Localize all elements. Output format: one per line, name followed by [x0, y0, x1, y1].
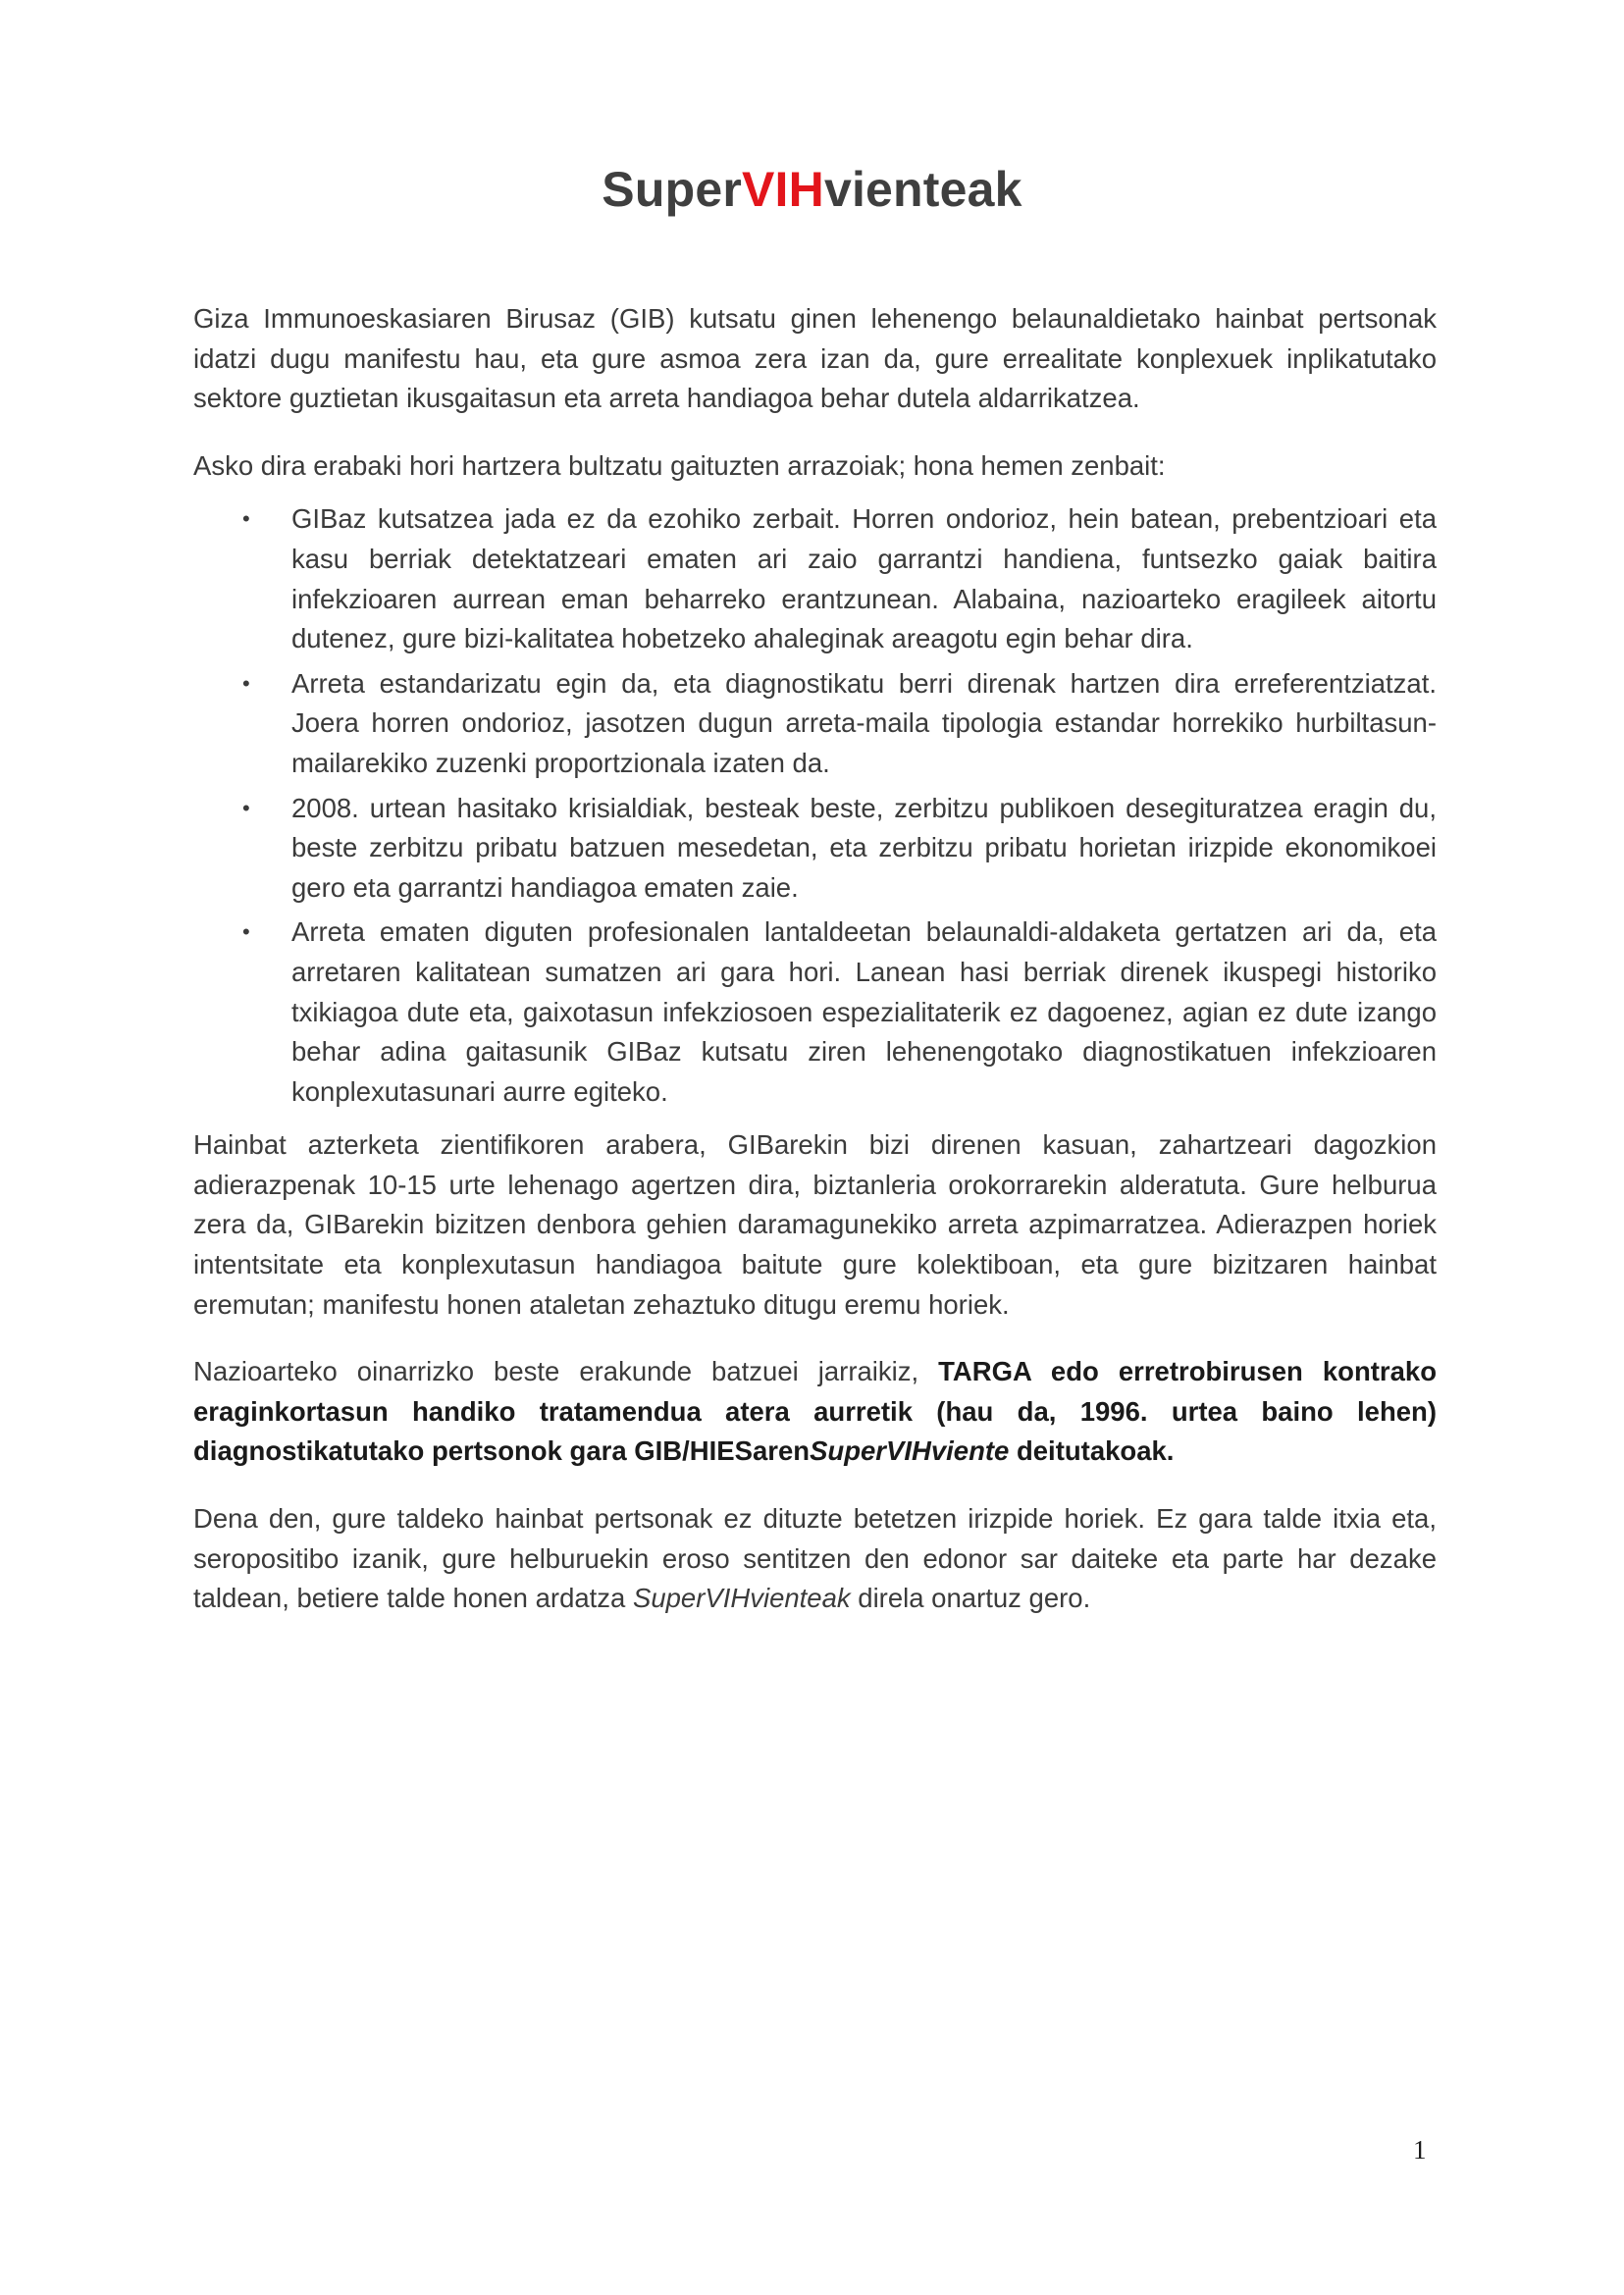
closing-text-after: direla onartuz gero. — [850, 1583, 1091, 1614]
definition-bold-end-text: deitutakoak. — [1009, 1435, 1175, 1467]
definition-bold-italic-text: SuperVIHviente — [810, 1435, 1010, 1467]
list-item-text: Arreta ematen diguten profesionalen lantaldeetan belaunaldi-aldaketa gertatzen ari da, eta arretaren kalitatean sumatzen ari gara hori. Lanean hasi berriak direnek ikuspegi historiko txikiagoa dute eta, gaixotasun infekziosoen espezialitaterik ez dagoenez, agian ez dute izango behar adina gaitasunik GIBaz kutsatu ziren lehenengotako diagnostikatuen infekzioaren konplexutasunari aurre egiteko. — [291, 916, 1437, 1107]
bullet-icon: • — [242, 670, 250, 696]
document-body — [193, 299, 1437, 1646]
document-title — [0, 161, 1624, 218]
bullet-icon: • — [242, 795, 250, 820]
bullet-icon: • — [242, 506, 250, 532]
closing-italic-text: SuperVIHvienteak — [632, 1583, 851, 1614]
definition-text: Nazioarteko oinarrizko beste erakunde batzuei jarraikiz, — [193, 1356, 939, 1387]
closing-text-before: Dena den, gure taldeko hainbat pertsonak ez dituzte betetzen irizpide horiek. Ez gara talde itxia eta, seropositibo izanik, gure helburuekin eroso sentitzen den edonor sar daiteke eta parte har dezake taldean, betiere talde honen ardatza — [193, 1503, 1437, 1614]
aging-paragraph: Hainbat azterketa zientifikoren arabera, GIBarekin bizi direnen kasuan, zahartzeari dagozkion adierazpenak 10-15 urte lehenago agertzen dira, biztanleria orokorrarekin alderatuta. Gure helburua zera da, GIBarekin bizitzen denbora gehien daramagunekiko arreta azpimarratzea. Adierazpen horiek intentsitate eta konplexutasun handiagoa baitute gure kolektiboan, eta gure bizitzaren hainbat eremutan; manifestu honen ataletan zehaztuko ditugu eremu horiek. — [193, 1129, 1437, 1320]
reasons-intro-paragraph: Asko dira erabaki hori hartzera bultzatu gaituzten arrazoiak; hona hemen zenbait: — [193, 449, 1166, 481]
list-item — [242, 789, 1437, 909]
list-item-text: GIBaz kutsatzea jada ez da ezohiko zerbait. Horren ondorioz, hein batean, prebentzioari eta kasu berriak detektatzeari ematen ari zaio garrantzi handiena, funtsezko gaiak baitira infekzioaren aurrean eman beharreko erantzunean. Alabaina, nazioarteko eragileek aitortu dutenez, gure bizi-kalitatea hobetzeko ahaleginak areagotu egin behar dira. — [291, 503, 1437, 654]
title-part-vienteak: vienteak — [823, 162, 1022, 217]
definition-paragraph — [193, 1352, 1437, 1472]
list-item-text: Arreta estandarizatu egin da, eta diagnostikatu berri direnak hartzen dira erreferentziatzat. Joera horren ondorioz, jasotzen dugun arreta-maila tipologia estandar horrekiko hurbiltasun-mailarekiko zuzenki proportzionala izaten da. — [291, 667, 1437, 778]
intro-paragraph: Giza Immunoeskasiaren Birusaz (GIB) kutsatu ginen lehenengo belaunaldietako hainbat pertsonak idatzi dugu manifestu hau, eta gure asmoa zera izan da, gure errealitate konplexuek inplikatutako sektore guztietan ikusgaitasun eta arreta handiagoa behar dutela aldarrikatzea. — [193, 303, 1437, 414]
list-item — [242, 499, 1437, 658]
reasons-list — [193, 499, 1437, 1112]
definition-bold-text: TARGA edo erretrobirusen kontrako eraginkortasun handiko tratamendua atera aurretik (hau da, 1996. urtea baino lehen) diagnostikatutako pertsonok gara GIB/HIESaren — [193, 1356, 1437, 1467]
title-part-super: Super — [602, 162, 742, 217]
title-part-vih: VIH — [742, 162, 824, 217]
bullet-icon: • — [242, 919, 250, 945]
page-number: 1 — [1413, 2135, 1427, 2165]
list-item — [242, 913, 1437, 1112]
list-item-text: 2008. urtean hasitako krisialdiak, besteak beste, zerbitzu publikoen desegituratzea eragin du, beste zerbitzu pribatu batzuen mesedetan, eta zerbitzu pribatu horietan irizpide ekonomikoei gero eta garrantzi handiagoa ematen zaie. — [291, 792, 1437, 903]
list-item — [242, 664, 1437, 784]
closing-paragraph — [193, 1499, 1437, 1619]
